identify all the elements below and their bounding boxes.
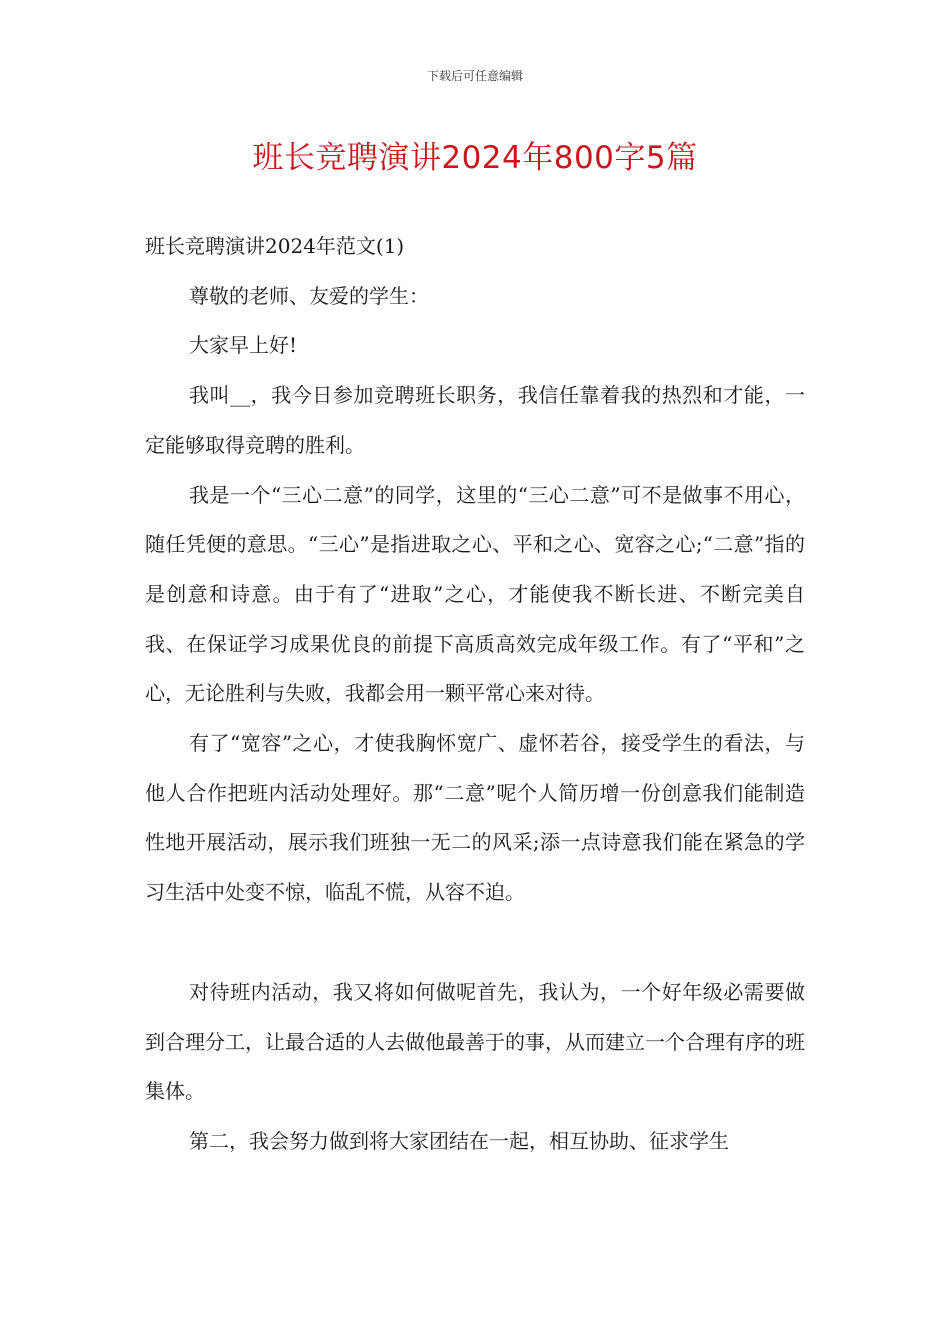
section-heading: 班长竞聘演讲2024年范文(1) [145,234,405,258]
paragraph-second-point: 第二，我会努力做到将大家团结在一起，相互协助、征求学生 [189,1128,729,1153]
paragraph-class-activities: 对待班内活动，我又将如何做呢首先，我认为，一个好年级必需要做到合理分工，让最合适的人去做他最善于的事，从而建立一个合理有序的班集体。 [145,979,805,1104]
paragraph-tolerance: 有了“宽容”之心，才使我胸怀宽广、虚怀若谷，接受学生的看法，与他人合作把班内活动处理好。那“二意”呢个人简历增一份创意我们能制造性地开展活动，展示我们班独一无二的风采;添一点诗意我们能在紧急的学习生活中处变不惊，临乱不慌，从容不迫。 [145,731,805,905]
paragraph-introduction: 我叫__，我今日参加竞聘班长职务，我信任靠着我的热烈和才能，一定能够取得竞聘的胜利。 [145,383,805,457]
paragraph-greeting: 大家早上好! [189,333,298,358]
header-note: 下载后可任意编辑 [426,69,523,83]
paragraph-three-hearts: 我是一个“三心二意”的同学，这里的“三心二意”可不是做事不用心，随任凭便的意思。“三心”是指进取之心、平和之心、宽容之心;“二意”指的是创意和诗意。由于有了“进取”之心，才能使我不断长进、不断完美自我、在保证学习成果优良的前提下高质高效完成年级工作。有了“平和”之心，无论胜利与失败，我都会用一颗平常心来对待。 [145,482,805,706]
document-title: 班长竞聘演讲2024年800字5篇 [252,140,698,176]
paragraph-salutation: 尊敬的老师、友爱的学生： [189,283,429,308]
document-body [145,222,805,1167]
